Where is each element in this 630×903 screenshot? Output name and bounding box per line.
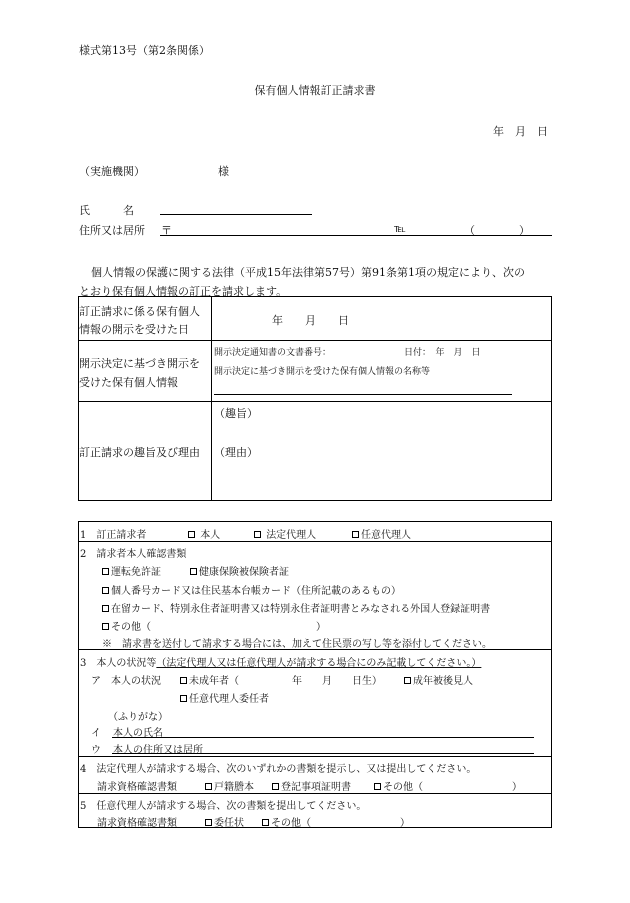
section4-title: 4 法定代理人が請求する場合、次のいずれかの書類を提示し、又は提出してください。 bbox=[80, 764, 477, 775]
status-ward-option[interactable]: 成年被後見人 bbox=[404, 672, 473, 687]
checkbox-icon bbox=[404, 677, 411, 684]
section3-title: 3 本人の状況等（法定代理人又は任意代理人が請求する場合にのみ記載してください。） bbox=[80, 658, 482, 669]
principal-address-label: 本人の住所又は居所 bbox=[113, 745, 203, 756]
doc-number-label[interactable]: 開示決定通知書の文書番号： bbox=[214, 348, 332, 358]
disclosed-info-label-2: 受けた保有個人情報 bbox=[79, 376, 178, 389]
disclosed-info-name-label: 開示決定に基づき開示を受けた保有個人情報の名称等 bbox=[214, 367, 431, 377]
furigana-label: （ふりがな） bbox=[108, 712, 168, 723]
date-line: 年 月 日 bbox=[493, 125, 548, 138]
disclosed-info-label-1: 開示決定に基づき開示を bbox=[79, 357, 200, 370]
agency-suffix: 様 bbox=[218, 165, 229, 178]
tel-parens: （ ） bbox=[464, 224, 530, 237]
principal-name-marker: イ bbox=[91, 728, 101, 739]
section1-title: 1 訂正請求者 bbox=[80, 530, 147, 541]
principal-name-field[interactable] bbox=[112, 737, 534, 738]
reason-field[interactable]: （理由） bbox=[214, 446, 258, 459]
checkbox-icon bbox=[102, 623, 109, 630]
checkbox-icon bbox=[190, 568, 197, 575]
checkbox-icon bbox=[102, 587, 109, 594]
checkbox-icon bbox=[352, 531, 359, 538]
tel-mark: ℡ bbox=[394, 222, 406, 235]
purpose-field[interactable]: （趣旨） bbox=[214, 407, 258, 420]
doc-date-label[interactable]: 日付： 年 月 日 bbox=[404, 348, 481, 358]
voluntary-agent-other-option[interactable]: その他（ bbox=[262, 814, 311, 829]
requester-voluntary-agent-option[interactable]: 任意代理人 bbox=[352, 526, 411, 541]
voluntary-agent-proxy-option[interactable]: 委任状 bbox=[205, 814, 244, 829]
form-number: 様式第13号（第2条関係） bbox=[79, 44, 210, 57]
principal-address-field[interactable] bbox=[112, 753, 534, 754]
intro-text-1: 個人情報の保護に関する法律（平成15年法律第57号）第91条第1項の規定により、次の bbox=[91, 266, 525, 279]
principal-status-label: ア 本人の状況 bbox=[91, 676, 161, 687]
id-insurance-option[interactable]: 健康保険被保険者証 bbox=[190, 563, 289, 578]
principal-address-marker: ウ bbox=[91, 745, 101, 756]
checkbox-icon bbox=[374, 783, 381, 790]
received-date-value[interactable]: 年 月 日 bbox=[272, 314, 349, 327]
postal-mark: 〒 bbox=[161, 224, 172, 237]
checkbox-icon bbox=[272, 783, 279, 790]
checkbox-icon bbox=[205, 819, 212, 826]
id-license-option[interactable]: 運転免許証 bbox=[102, 563, 161, 578]
checkbox-icon bbox=[180, 695, 187, 702]
id-mynumber-option[interactable]: 個人番号カード又は住民基本台帳カード（住所記載のあるもの） bbox=[102, 582, 401, 597]
section5-title: 5 任意代理人が請求する場合、次の書類を提出してください。 bbox=[80, 801, 367, 812]
requester-legal-agent-option[interactable]: 法定代理人 bbox=[254, 526, 316, 541]
received-date-label-2: 情報の開示を受けた日 bbox=[79, 323, 189, 336]
disclosed-info-name-field[interactable] bbox=[214, 394, 512, 395]
legal-agent-other-option[interactable]: その他（ bbox=[374, 778, 423, 793]
id-note: ※ 請求書を送付して請求する場合には、加えて住民票の写し等を添付してください。 bbox=[102, 639, 492, 650]
agency-label: （実施機関） bbox=[79, 165, 145, 178]
reason-label: 訂正請求の趣旨及び理由 bbox=[79, 446, 200, 459]
address-field[interactable] bbox=[160, 235, 552, 236]
status-minor-birthdate[interactable]: 年 月 日生） bbox=[292, 676, 382, 687]
section2-title: 2 請求者本人確認書類 bbox=[80, 549, 187, 560]
status-minor-option[interactable]: 未成年者（ bbox=[180, 672, 239, 687]
legal-agent-registry-option[interactable]: 登記事項証明書 bbox=[272, 778, 351, 793]
legal-agent-other-close: ） bbox=[512, 782, 522, 793]
voluntary-agent-docs-label: 請求資格確認書類 bbox=[97, 818, 177, 829]
id-residence-option[interactable]: 在留カード、特別永住者証明書又は特別永住者証明書とみなされる外国人登録証明書 bbox=[102, 600, 490, 615]
checkbox-icon bbox=[102, 568, 109, 575]
checkbox-icon bbox=[102, 605, 109, 612]
received-date-label-1: 訂正請求に係る保有個人 bbox=[79, 305, 200, 318]
id-other-option[interactable]: その他（ bbox=[102, 618, 151, 633]
id-other-close: ） bbox=[316, 622, 326, 633]
legal-agent-docs-label: 請求資格確認書類 bbox=[97, 782, 177, 793]
address-label: 住所又は居所 bbox=[79, 224, 145, 237]
legal-agent-koseki-option[interactable]: 戸籍謄本 bbox=[205, 778, 254, 793]
voluntary-agent-other-close: ） bbox=[400, 818, 410, 829]
checkbox-icon bbox=[188, 531, 195, 538]
principal-name-label: 本人の氏名 bbox=[113, 728, 163, 739]
name-field[interactable] bbox=[160, 214, 312, 215]
page-title: 保有個人情報訂正請求書 bbox=[254, 84, 376, 97]
intro-text-2: とおり保有個人情報の訂正を請求します。 bbox=[79, 285, 288, 298]
requester-self-option[interactable]: 本人 bbox=[188, 526, 220, 541]
checkbox-icon bbox=[262, 819, 269, 826]
checkbox-icon bbox=[205, 783, 212, 790]
status-delegator-option[interactable]: 任意代理人委任者 bbox=[180, 690, 269, 705]
checkbox-icon bbox=[254, 531, 261, 538]
name-label: 氏 名 bbox=[79, 204, 134, 217]
checkbox-icon bbox=[180, 677, 187, 684]
